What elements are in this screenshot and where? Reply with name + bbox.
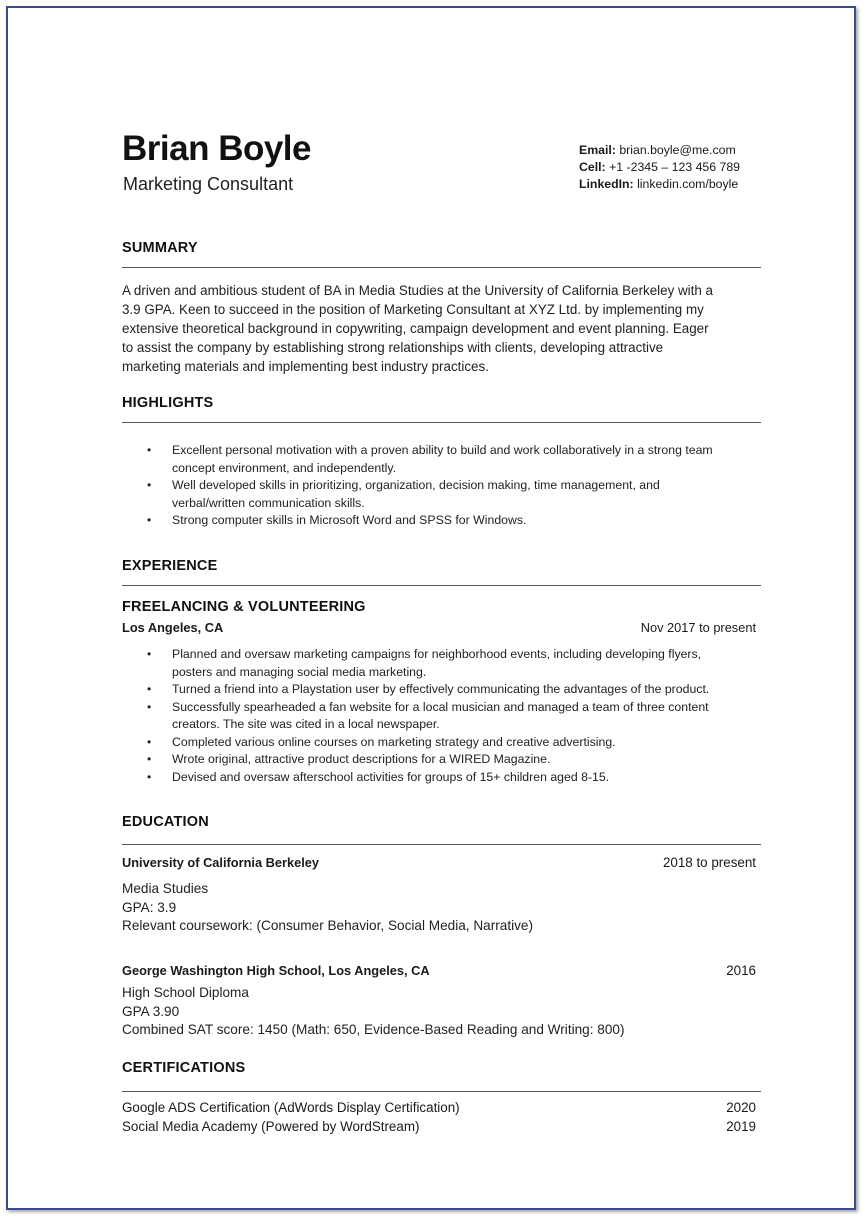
list-item-line: concept environment, and independently. [172, 460, 397, 475]
list-item [122, 769, 762, 787]
summary-line: extensive theoretical background in copywriting, campaign development and event planning. Eager [122, 321, 709, 336]
list-item-line: • Well developed skills in prioritizing, organization, decision making, time management, and [172, 478, 660, 492]
summary-line: marketing materials and implementing best industry practices. [122, 359, 489, 374]
list-item-line: • Planned and oversaw marketing campaigns for neighborhood events, including developing flyers, [172, 647, 702, 661]
list-item-line: • Turned a friend into a Playstation user by effectively communicating the advantages of the product. [172, 682, 710, 696]
email-value: brian.boyle@me.com [619, 143, 736, 157]
email-label: Email: [579, 143, 616, 157]
education-dates: 2018 to present [662, 855, 756, 870]
experience-heading: EXPERIENCE [122, 558, 218, 574]
education-detail-line: High School Diploma [122, 985, 249, 1000]
candidate-name: Brian Boyle [122, 129, 311, 168]
experience-section [122, 558, 762, 574]
education-detail-line: GPA 3.90 [122, 1003, 180, 1019]
summary-heading: SUMMARY [122, 240, 198, 256]
experience-role: FREELANCING & VOLUNTEERING [122, 599, 366, 615]
list-item [122, 442, 762, 477]
summary-line: 3.9 GPA. Keen to succeed in the position of Marketing Consultant at XYZ Ltd. by implementing my [122, 302, 704, 317]
resume-header [122, 129, 762, 209]
list-item [122, 646, 762, 681]
education-detail-line: Media Studies [122, 881, 209, 896]
education-section [122, 814, 762, 830]
experience-divider [122, 585, 761, 586]
summary-line: A driven and ambitious student of BA in Media Studies at the University of California Berkeley with a [122, 283, 713, 298]
summary-section [122, 240, 762, 256]
highlights-list [122, 442, 762, 530]
education-divider [122, 844, 761, 845]
list-item [122, 681, 762, 699]
list-item-line: • Completed various online courses on marketing strategy and creative advertising. [172, 734, 616, 749]
education-school: George Washington High School, Los Angeles, CA [122, 963, 430, 978]
education-entry-2-details [122, 984, 625, 1040]
certification-name: Social Media Academy (Powered by WordStream) [122, 1119, 420, 1134]
list-item-line: creators. The site was cited in a local newspaper. [172, 717, 440, 731]
education-detail-line: Combined SAT score: 1450 (Math: 650, Evidence-Based Reading and Writing: 800) [122, 1022, 625, 1037]
list-item-line: verbal/written communication skills. [172, 495, 365, 510]
cell-label: Cell: [579, 160, 606, 174]
cell-value: +1 -2345 – 123 456 789 [609, 160, 741, 174]
list-item [122, 477, 762, 512]
education-detail-line: Relevant coursework: (Consumer Behavior, Social Media, Narrative) [122, 918, 533, 933]
contact-cell [579, 159, 740, 176]
document-frame [6, 6, 856, 1210]
contact-linkedin [579, 176, 740, 193]
certifications-section [122, 1060, 762, 1076]
education-detail-line: GPA: 3.9 [122, 899, 177, 915]
linkedin-value: linkedin.com/boyle [637, 177, 739, 191]
list-item [122, 699, 762, 734]
certification-name: Google ADS Certification (AdWords Display Certification) [122, 1100, 460, 1115]
list-item-line: • Excellent personal motivation with a proven ability to build and work collaboratively in a strong team [172, 443, 713, 457]
list-item-line: • Wrote original, attractive product descriptions for a WIRED Magazine. [172, 752, 551, 766]
summary-text [122, 281, 762, 376]
list-item [122, 734, 762, 752]
experience-role-row [122, 599, 762, 615]
highlights-section [122, 395, 762, 411]
certifications-divider [122, 1091, 761, 1092]
experience-list [122, 646, 762, 786]
education-entry-1-details [122, 880, 533, 936]
linkedin-label: LinkedIn: [579, 177, 634, 191]
experience-dates: Nov 2017 to present [640, 620, 756, 635]
contact-block [579, 142, 740, 193]
list-item [122, 512, 762, 530]
candidate-title: Marketing Consultant [123, 174, 294, 194]
education-school: University of California Berkeley [122, 855, 320, 870]
list-item-line: • Strong computer skills in Microsoft Word and SPSS for Windows. [172, 513, 527, 527]
summary-line: to assist the company by establishing strong relationships with clients, developing attractive [122, 340, 664, 355]
list-item-line: posters and managing social media marketing. [172, 664, 427, 679]
contact-email [579, 142, 740, 159]
education-heading: EDUCATION [122, 814, 209, 830]
certification-year: 2019 [726, 1119, 756, 1134]
list-item [122, 751, 762, 769]
list-item-line: • Successfully spearheaded a fan website for a local musician and managed a team of three content [172, 699, 709, 714]
list-item-line: • Devised and oversaw afterschool activities for groups of 15+ children aged 8-15. [172, 769, 610, 784]
experience-location: Los Angeles, CA [122, 620, 224, 635]
highlights-heading: HIGHLIGHTS [122, 395, 214, 411]
certifications-heading: CERTIFICATIONS [122, 1060, 246, 1076]
education-dates: 2016 [726, 963, 756, 978]
highlights-divider [122, 422, 761, 423]
certification-year: 2020 [726, 1100, 756, 1115]
summary-divider [122, 267, 761, 268]
